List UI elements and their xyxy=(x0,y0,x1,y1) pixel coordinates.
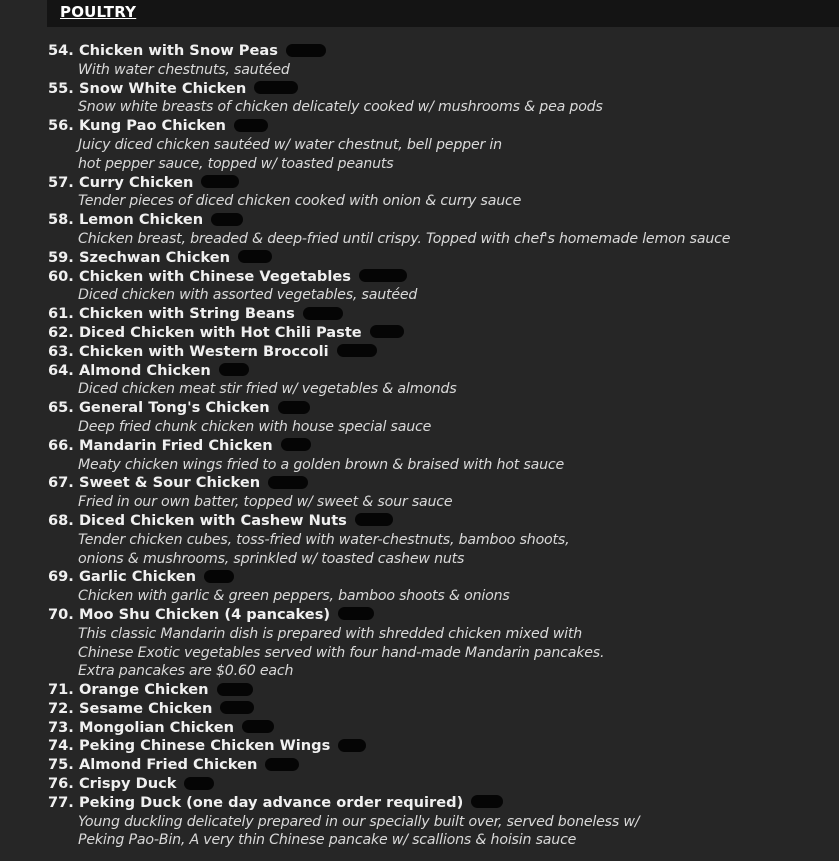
menu-item-name: Chicken with Chinese Vegetables xyxy=(73,267,351,285)
menu-item-name: Orange Chicken xyxy=(73,681,209,699)
menu-item-description: Peking Pao-Bin, A very thin Chinese pancake w/ scallions & hoisin sauce xyxy=(78,832,577,849)
menu-item xyxy=(48,568,838,606)
menu-item-number: 62. xyxy=(48,323,74,341)
menu-item xyxy=(48,80,838,118)
price-redaction xyxy=(303,307,343,320)
menu-item-description: Deep fried chunk chicken with house special sauce xyxy=(78,418,432,435)
menu-item-description: With water chestnuts, sautéed xyxy=(78,61,290,78)
menu-item xyxy=(48,305,838,324)
menu-item xyxy=(48,512,838,568)
menu-item-description: Juicy diced chicken sautéed w/ water chestnut, bell pepper in xyxy=(78,136,502,153)
menu-item-title xyxy=(48,80,838,99)
menu-item-description: Chicken with garlic & green peppers, bamboo shoots & onions xyxy=(78,588,510,605)
menu-item-number: 66. xyxy=(48,436,74,454)
menu-item xyxy=(48,794,838,850)
menu-item-description: Snow white breasts of chicken delicately cooked w/ mushrooms & pea pods xyxy=(78,99,603,116)
menu-item-description: onions & mushrooms, sprinkled w/ toasted cashew nuts xyxy=(78,550,465,567)
price-redaction xyxy=(211,213,243,226)
menu-item-number: 77. xyxy=(48,793,74,811)
menu-item xyxy=(48,775,838,794)
price-redaction xyxy=(242,720,274,733)
menu-item-name: Almond Chicken xyxy=(73,361,211,379)
menu-item xyxy=(48,681,838,700)
menu-item-title xyxy=(48,794,838,813)
menu-item-title xyxy=(48,343,838,362)
price-redaction xyxy=(204,570,234,583)
menu-item-number: 64. xyxy=(48,361,74,379)
price-redaction xyxy=(338,739,366,752)
menu-item-number: 61. xyxy=(48,305,74,323)
menu-item-description: Diced chicken with assorted vegetables, sautéed xyxy=(78,287,418,304)
price-redaction xyxy=(184,777,214,790)
menu-item-name: Curry Chicken xyxy=(73,173,194,191)
menu-item xyxy=(48,42,838,80)
price-redaction xyxy=(265,758,299,771)
menu-item-number: 57. xyxy=(48,173,74,191)
price-redaction xyxy=(254,81,298,94)
menu-item-title xyxy=(48,305,838,324)
price-redaction xyxy=(359,269,407,282)
menu-item-name: Chicken with String Beans xyxy=(73,305,295,323)
section-header xyxy=(47,0,839,27)
menu-item-number: 68. xyxy=(48,511,74,529)
menu-item-number: 70. xyxy=(48,605,74,623)
menu-item xyxy=(48,399,838,437)
menu-item-description: hot pepper sauce, topped w/ toasted peanuts xyxy=(78,155,394,172)
menu-item xyxy=(48,756,838,775)
menu-item-title xyxy=(48,399,838,418)
menu-item-name: Almond Fried Chicken xyxy=(73,756,258,774)
menu-item-description: Fried in our own batter, topped w/ sweet & sour sauce xyxy=(78,494,453,511)
price-redaction xyxy=(355,513,393,526)
menu-item-name: Sesame Chicken xyxy=(73,699,213,717)
section-title: POULTRY xyxy=(60,3,137,21)
price-redaction xyxy=(268,476,308,489)
menu-item-title xyxy=(48,437,838,456)
menu-item-title xyxy=(48,568,838,587)
menu-item-description: Tender pieces of diced chicken cooked with onion & curry sauce xyxy=(78,193,522,210)
menu-item-number: 63. xyxy=(48,342,74,360)
menu-list xyxy=(48,42,838,850)
price-redaction xyxy=(217,683,253,696)
menu-item-name: Chicken with Snow Peas xyxy=(73,42,278,59)
menu-item-title xyxy=(48,606,838,625)
menu-item-name: Mandarin Fried Chicken xyxy=(73,436,273,454)
menu-item-description: This classic Mandarin dish is prepared with shredded chicken mixed with xyxy=(78,625,582,642)
menu-item xyxy=(48,700,838,719)
menu-item-number: 75. xyxy=(48,756,74,774)
menu-item-description: Diced chicken meat stir fried w/ vegetables & almonds xyxy=(78,381,457,398)
menu-item-title xyxy=(48,512,838,531)
menu-item-number: 74. xyxy=(48,737,74,755)
menu-item xyxy=(48,211,838,249)
menu-item xyxy=(48,174,838,212)
menu-item-title xyxy=(48,174,838,193)
menu-item-title xyxy=(48,681,838,700)
menu-item-name: Kung Pao Chicken xyxy=(73,117,226,135)
menu-item-name: Lemon Chicken xyxy=(73,211,204,229)
menu-item-number: 67. xyxy=(48,474,74,492)
menu-item xyxy=(48,324,838,343)
menu-item-name: Chicken with Western Broccoli xyxy=(73,342,329,360)
menu-item xyxy=(48,737,838,756)
menu-item xyxy=(48,362,838,400)
menu-item-number: 60. xyxy=(48,267,74,285)
menu-item-title xyxy=(48,756,838,775)
menu-item xyxy=(48,117,838,173)
menu-item-name: Mongolian Chicken xyxy=(73,718,235,736)
menu-item-title xyxy=(48,719,838,738)
menu-item-number: 76. xyxy=(48,775,74,793)
menu-item-title xyxy=(48,268,838,287)
price-redaction xyxy=(286,44,326,57)
menu-item-description: Chinese Exotic vegetables served with four hand-made Mandarin pancakes. xyxy=(78,644,605,661)
menu-item-number: 69. xyxy=(48,568,74,586)
menu-item xyxy=(48,343,838,362)
price-redaction xyxy=(370,325,404,338)
menu-item xyxy=(48,437,838,475)
menu-item xyxy=(48,606,838,681)
menu-item-name: Diced Chicken with Hot Chili Paste xyxy=(73,323,362,341)
menu-item-name: Peking Duck (one day advance order required) xyxy=(73,793,464,811)
price-redaction xyxy=(220,701,254,714)
menu-item-name: General Tong's Chicken xyxy=(73,399,270,417)
menu-item-title xyxy=(48,42,838,61)
menu-item-name: Garlic Chicken xyxy=(73,568,197,586)
menu-item-name: Diced Chicken with Cashew Nuts xyxy=(73,511,347,529)
menu-item-title xyxy=(48,775,838,794)
price-redaction xyxy=(201,175,239,188)
menu-item-number: 65. xyxy=(48,399,74,417)
menu-item-name: Crispy Duck xyxy=(73,775,177,793)
menu-item-title xyxy=(48,211,838,230)
menu-item-number: 72. xyxy=(48,699,74,717)
menu-item-description: Tender chicken cubes, toss-fried with water-chestnuts, bamboo shoots, xyxy=(78,531,570,548)
menu-item xyxy=(48,249,838,268)
price-redaction xyxy=(338,607,374,620)
menu-item-number: 55. xyxy=(48,79,74,97)
price-redaction xyxy=(337,344,377,357)
menu-item-description: Chicken breast, breaded & deep-fried until crispy. Topped with chef's homemade lemon sauce xyxy=(78,230,731,247)
menu-item-title xyxy=(48,737,838,756)
menu-item-number: 56. xyxy=(48,117,74,135)
menu-item-title xyxy=(48,324,838,343)
price-redaction xyxy=(278,401,310,414)
price-redaction xyxy=(219,363,249,376)
menu-item-description: Extra pancakes are $0.60 each xyxy=(78,663,294,680)
menu-item-number: 59. xyxy=(48,248,74,266)
menu-item-number: 54. xyxy=(48,42,74,59)
menu-item xyxy=(48,719,838,738)
menu-item-number: 58. xyxy=(48,211,74,229)
price-redaction xyxy=(238,250,272,263)
menu-item-title xyxy=(48,700,838,719)
menu-item-description: Meaty chicken wings fried to a golden brown & braised with hot sauce xyxy=(78,456,565,473)
menu-item-description: Young duckling delicately prepared in our specially built over, served boneless w/ xyxy=(78,813,640,830)
menu-item-title xyxy=(48,474,838,493)
menu-item-name: Sweet & Sour Chicken xyxy=(73,474,261,492)
price-redaction xyxy=(471,795,503,808)
price-redaction xyxy=(234,119,268,132)
menu-item-title xyxy=(48,362,838,381)
menu-item-number: 71. xyxy=(48,681,74,699)
menu-item-title xyxy=(48,117,838,136)
price-redaction xyxy=(281,438,311,451)
menu-item-name: Moo Shu Chicken (4 pancakes) xyxy=(73,605,331,623)
menu-item xyxy=(48,268,838,306)
menu-item-name: Peking Chinese Chicken Wings xyxy=(73,737,331,755)
menu-item-name: Snow White Chicken xyxy=(73,79,247,97)
menu-item-name: Szechwan Chicken xyxy=(73,248,231,266)
menu-item-number: 73. xyxy=(48,718,74,736)
menu-item xyxy=(48,474,838,512)
menu-item-title xyxy=(48,249,838,268)
